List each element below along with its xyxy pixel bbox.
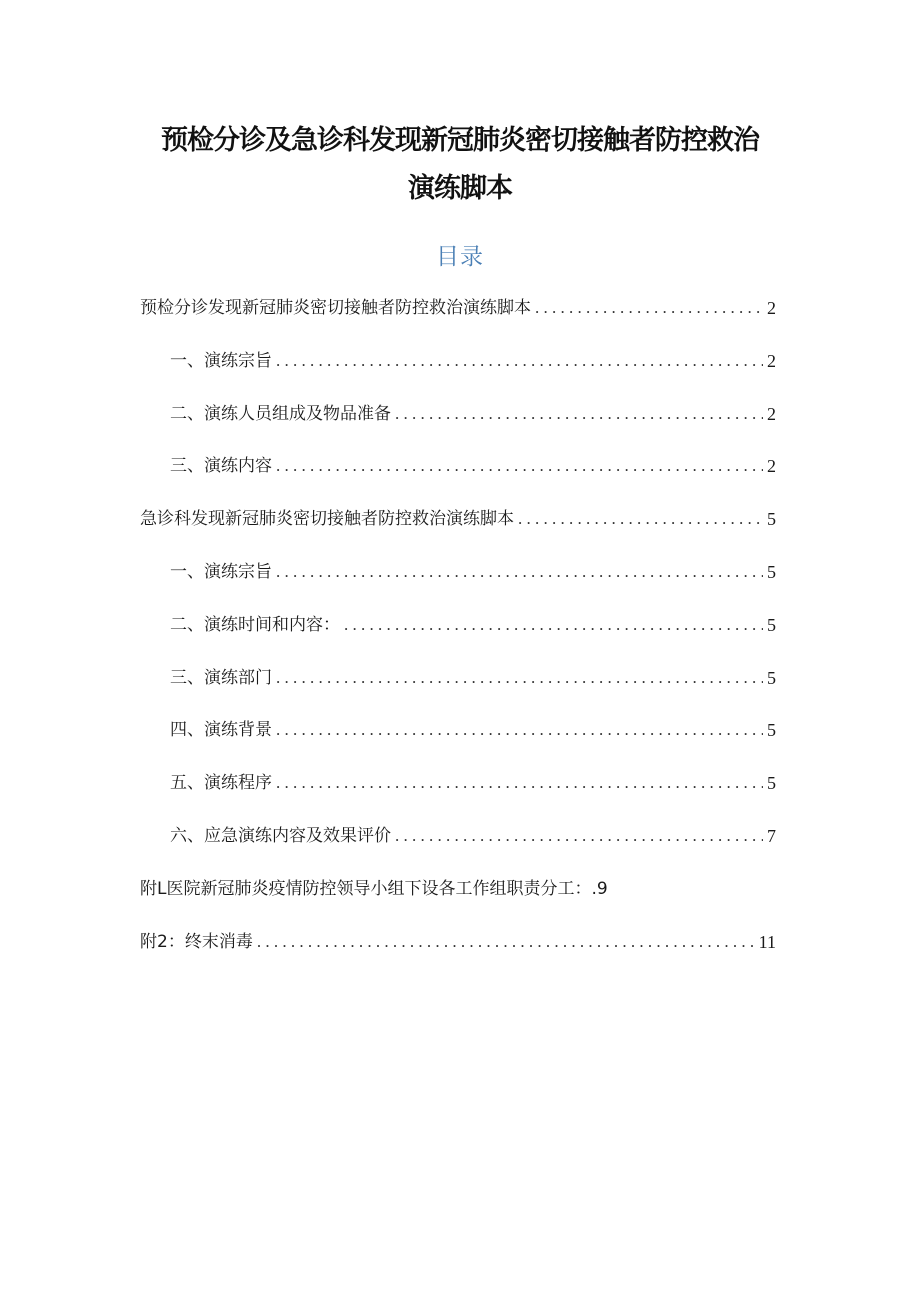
toc-entry[interactable]: [140, 769, 776, 822]
toc-entry-text: 预检分诊发现新冠肺炎密切接触者防控救治演练脚本: [140, 298, 531, 318]
toc-entry-page: 5: [767, 667, 776, 688]
toc-entry-text: 四、演练背景: [170, 720, 272, 741]
toc-entry[interactable]: [140, 611, 776, 664]
toc-entry-text: 二、演练人员组成及物品准备: [170, 403, 391, 424]
toc-entry-page: 5: [767, 614, 776, 635]
toc-leader-dots: [276, 347, 763, 375]
toc-entry-text: 一、演练宗旨: [170, 561, 272, 582]
table-of-contents: [140, 294, 776, 980]
toc-entry-text: 三、演练内容: [170, 456, 272, 477]
toc-leader-dots: [518, 505, 763, 533]
toc-leader-dots: [276, 664, 763, 692]
toc-entry-page: 5: [767, 509, 776, 530]
toc-entry[interactable]: [140, 347, 776, 400]
toc-entry[interactable]: [140, 875, 776, 928]
toc-leader-dots: [395, 822, 763, 850]
toc-entry-page: 2: [767, 350, 776, 371]
toc-entry[interactable]: [140, 452, 776, 505]
document-title-line-1: 预检分诊及急诊科发现新冠肺炎密切接触者防控救治: [161, 125, 759, 156]
toc-entry-page: 2: [767, 298, 776, 318]
toc-entry-text: 六、应急演练内容及效果评价: [170, 825, 391, 846]
toc-entry[interactable]: [140, 822, 776, 875]
toc-entry-text: 五、演练程序: [170, 773, 272, 794]
toc-entry-text: 附L医院新冠肺炎疫情防控领导小组下设各工作组职责分工：.9: [140, 878, 608, 899]
toc-entry[interactable]: [140, 716, 776, 769]
toc-entry-text: 一、演练宗旨: [170, 350, 272, 371]
toc-entry-text: 二、演练时间和内容：: [170, 614, 340, 635]
toc-entry[interactable]: [140, 558, 776, 611]
toc-leader-dots: [276, 716, 763, 744]
toc-entry-page: 5: [767, 773, 776, 794]
toc-entry-text: 附2：终末消毒: [140, 931, 253, 952]
toc-leader-dots: [344, 611, 763, 639]
toc-leader-dots: [276, 769, 763, 797]
toc-leader-dots: [535, 294, 763, 322]
toc-heading: 目录: [436, 244, 484, 270]
toc-entry[interactable]: [140, 505, 776, 558]
toc-leader-dots: [276, 452, 763, 480]
toc-entry-page: 7: [767, 825, 776, 846]
toc-entry-text: 急诊科发现新冠肺炎密切接触者防控救治演练脚本: [140, 509, 514, 530]
toc-entry[interactable]: [140, 664, 776, 717]
toc-entry-text: 三、演练部门: [170, 667, 272, 688]
document-title-line-2: 演练脚本: [408, 173, 512, 204]
toc-entry[interactable]: [140, 928, 776, 981]
toc-entry-page: 2: [767, 403, 776, 424]
toc-entry-page: 5: [767, 561, 776, 582]
toc-entry-page: 5: [767, 720, 776, 741]
toc-leader-dots: [276, 558, 763, 586]
toc-leader-dots: [257, 928, 755, 956]
toc-leader-dots: [395, 400, 763, 428]
toc-entry-page: 2: [767, 456, 776, 477]
toc-entry[interactable]: [140, 294, 776, 347]
toc-entry-page: 11: [758, 931, 776, 952]
toc-entry[interactable]: [140, 400, 776, 453]
